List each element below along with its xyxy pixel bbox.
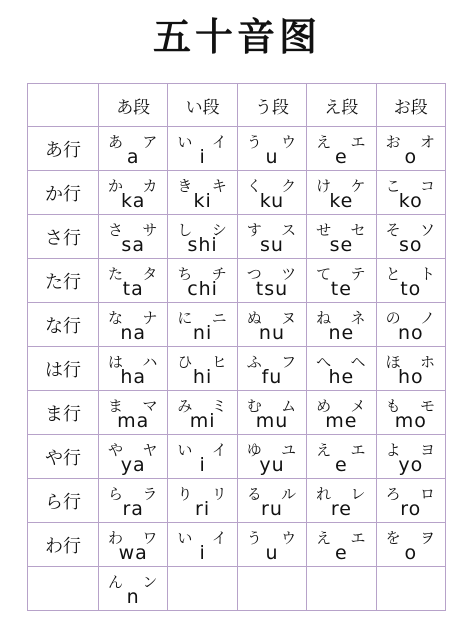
katakana: フ xyxy=(281,353,297,371)
hiragana: か xyxy=(108,177,124,195)
hiragana: に xyxy=(177,309,193,327)
kana-cell-content xyxy=(238,259,306,302)
kana-cell xyxy=(376,391,445,435)
romaji: o xyxy=(404,146,418,168)
katakana: ソ xyxy=(419,221,435,239)
kana-cell-content xyxy=(99,303,167,346)
kana-cell xyxy=(307,347,376,391)
kana-cell xyxy=(168,171,237,215)
kana-cell xyxy=(237,259,306,303)
katakana: ロ xyxy=(419,485,435,503)
katakana: ン xyxy=(142,573,158,591)
hiragana: つ xyxy=(246,265,262,283)
katakana: ヤ xyxy=(142,441,158,459)
katakana: ル xyxy=(281,485,297,503)
hiragana: せ xyxy=(316,221,332,239)
romaji: te xyxy=(330,278,352,300)
hiragana: し xyxy=(177,221,193,239)
katakana: エ xyxy=(350,529,366,547)
kana-row xyxy=(28,215,446,259)
kana-cell xyxy=(307,391,376,435)
kana-cell-content xyxy=(377,391,445,434)
romaji: he xyxy=(328,366,355,388)
romaji: wa xyxy=(118,542,148,564)
romaji: i xyxy=(199,146,206,168)
kana-cell-content xyxy=(168,567,236,610)
kana-row xyxy=(28,259,446,303)
katakana: ウ xyxy=(281,529,297,547)
hiragana: ゆ xyxy=(246,441,262,459)
kana-cell xyxy=(307,523,376,567)
katakana: イ xyxy=(211,133,227,151)
katakana: ケ xyxy=(350,177,366,195)
row-header: ら行 xyxy=(28,479,99,523)
kana-cell-content xyxy=(238,435,306,478)
katakana: ウ xyxy=(281,133,297,151)
romaji: i xyxy=(199,542,206,564)
page-title: 五十音图 xyxy=(152,15,321,59)
hiragana: く xyxy=(246,177,262,195)
hiragana: え xyxy=(316,133,332,151)
gojuon-table-body xyxy=(28,84,446,611)
row-header: ま行 xyxy=(28,391,99,435)
romaji: hi xyxy=(192,366,213,388)
katakana: ト xyxy=(419,265,435,283)
kana-cell xyxy=(168,215,237,259)
kana-cell xyxy=(376,215,445,259)
romaji: ro xyxy=(400,498,422,520)
hiragana: る xyxy=(246,485,262,503)
kana-cell xyxy=(237,567,306,611)
katakana: オ xyxy=(419,133,435,151)
hiragana: ろ xyxy=(385,485,401,503)
kana-row xyxy=(28,303,446,347)
kana-row xyxy=(28,567,446,611)
row-header: あ行 xyxy=(28,127,99,171)
romaji: ne xyxy=(328,322,355,344)
romaji: ka xyxy=(121,190,146,212)
romaji: n xyxy=(126,586,140,608)
hiragana: よ xyxy=(385,441,401,459)
hiragana: の xyxy=(385,309,401,327)
romaji: yo xyxy=(398,454,424,476)
romaji: ki xyxy=(193,190,212,212)
kana-cell xyxy=(376,567,445,611)
kana-cell-content xyxy=(99,567,167,610)
romaji: ni xyxy=(192,322,213,344)
hiragana: ら xyxy=(108,485,124,503)
kana-cell-content xyxy=(238,347,306,390)
katakana: ノ xyxy=(419,309,435,327)
hiragana: こ xyxy=(385,177,401,195)
hiragana: そ xyxy=(385,221,401,239)
kana-cell xyxy=(237,435,306,479)
hiragana: お xyxy=(385,133,401,151)
romaji: i xyxy=(199,454,206,476)
kana-cell-content xyxy=(377,347,445,390)
column-header-o: お段 xyxy=(376,84,445,127)
kana-cell xyxy=(99,391,168,435)
romaji: se xyxy=(329,234,354,256)
kana-cell xyxy=(99,567,168,611)
kana-cell xyxy=(376,127,445,171)
romaji: no xyxy=(397,322,424,344)
kana-cell xyxy=(99,435,168,479)
kana-cell xyxy=(237,215,306,259)
kana-cell xyxy=(307,215,376,259)
katakana: ワ xyxy=(142,529,158,547)
hiragana: め xyxy=(316,397,332,415)
romaji: me xyxy=(325,410,358,432)
hiragana: き xyxy=(177,177,193,195)
romaji: sa xyxy=(121,234,145,256)
romaji: o xyxy=(404,542,418,564)
kana-cell-content xyxy=(238,391,306,434)
romaji: to xyxy=(400,278,422,300)
hiragana: う xyxy=(246,529,262,547)
romaji: fu xyxy=(261,366,283,388)
kana-cell-content xyxy=(377,435,445,478)
kana-cell-content xyxy=(238,523,306,566)
kana-cell-content xyxy=(307,479,375,522)
kana-cell xyxy=(168,567,237,611)
hiragana: す xyxy=(246,221,262,239)
kana-cell xyxy=(376,479,445,523)
kana-cell xyxy=(237,523,306,567)
romaji: ma xyxy=(117,410,150,432)
kana-row xyxy=(28,127,446,171)
kana-cell xyxy=(168,435,237,479)
kana-cell-content xyxy=(307,303,375,346)
katakana: イ xyxy=(211,441,227,459)
hiragana: ふ xyxy=(246,353,262,371)
corner-cell xyxy=(28,84,99,127)
katakana: ナ xyxy=(142,309,158,327)
kana-cell xyxy=(307,127,376,171)
hiragana: て xyxy=(316,265,332,283)
kana-cell-content xyxy=(99,479,167,522)
hiragana: ま xyxy=(108,397,124,415)
katakana: ス xyxy=(281,221,297,239)
gojuon-table xyxy=(27,83,446,611)
kana-cell xyxy=(376,435,445,479)
kana-cell-content xyxy=(168,523,236,566)
kana-cell-content xyxy=(307,567,375,610)
kana-cell-content xyxy=(99,171,167,214)
kana-cell xyxy=(376,259,445,303)
romaji: u xyxy=(265,146,279,168)
column-header-e: え段 xyxy=(307,84,376,127)
hiragana: ほ xyxy=(385,353,401,371)
romaji: e xyxy=(335,542,348,564)
hiragana: う xyxy=(246,133,262,151)
kana-cell-content xyxy=(238,215,306,258)
katakana: マ xyxy=(142,397,158,415)
kana-cell-content xyxy=(377,479,445,522)
row-header: は行 xyxy=(28,347,99,391)
katakana: ヘ xyxy=(350,353,366,371)
romaji: ke xyxy=(329,190,354,212)
katakana: ヨ xyxy=(419,441,435,459)
hiragana: さ xyxy=(108,221,124,239)
romaji: a xyxy=(126,146,140,168)
hiragana: も xyxy=(385,397,401,415)
katakana: ハ xyxy=(142,353,158,371)
katakana: エ xyxy=(350,441,366,459)
column-header-a: あ段 xyxy=(99,84,168,127)
kana-cell-content xyxy=(307,523,375,566)
hiragana: え xyxy=(316,529,332,547)
katakana: ア xyxy=(142,133,158,151)
katakana: ユ xyxy=(281,441,297,459)
kana-cell-content xyxy=(377,567,445,610)
katakana: ヒ xyxy=(211,353,227,371)
kana-cell xyxy=(237,127,306,171)
katakana: ネ xyxy=(350,309,366,327)
kana-cell xyxy=(376,303,445,347)
romaji: ko xyxy=(398,190,423,212)
kana-cell xyxy=(237,303,306,347)
kana-cell-content xyxy=(168,215,236,258)
row-header: わ行 xyxy=(28,523,99,567)
kana-cell xyxy=(307,171,376,215)
kana-cell-content xyxy=(168,259,236,302)
kana-cell-content xyxy=(168,127,236,170)
kana-cell-content xyxy=(99,523,167,566)
romaji: ri xyxy=(195,498,211,520)
hiragana: ね xyxy=(316,309,332,327)
hiragana: ん xyxy=(108,573,124,591)
hiragana: ぬ xyxy=(246,309,262,327)
kana-cell-content xyxy=(307,391,375,434)
kana-cell xyxy=(168,259,237,303)
kana-cell-content xyxy=(377,215,445,258)
kana-cell-content xyxy=(238,127,306,170)
kana-cell-content xyxy=(238,303,306,346)
katakana: レ xyxy=(350,485,366,503)
kana-cell-content xyxy=(307,347,375,390)
hiragana: み xyxy=(177,397,193,415)
katakana: ニ xyxy=(211,309,227,327)
romaji: chi xyxy=(187,278,218,300)
romaji: e xyxy=(335,454,348,476)
kana-cell-content xyxy=(238,567,306,610)
kana-cell-content xyxy=(168,303,236,346)
kana-row xyxy=(28,171,446,215)
row-header: さ行 xyxy=(28,215,99,259)
kana-cell-content xyxy=(99,391,167,434)
kana-cell xyxy=(99,303,168,347)
romaji: su xyxy=(260,234,284,256)
katakana: ホ xyxy=(419,353,435,371)
kana-cell xyxy=(237,479,306,523)
katakana: ム xyxy=(281,397,297,415)
hiragana: ち xyxy=(177,265,193,283)
katakana: カ xyxy=(142,177,158,195)
romaji: ta xyxy=(122,278,144,300)
romaji: ya xyxy=(120,454,146,476)
romaji: ku xyxy=(259,190,285,212)
kana-cell xyxy=(99,259,168,303)
kana-cell-content xyxy=(99,215,167,258)
kana-cell xyxy=(307,479,376,523)
romaji: ha xyxy=(120,366,147,388)
kana-cell xyxy=(237,347,306,391)
kana-cell-content xyxy=(307,215,375,258)
hiragana: へ xyxy=(316,353,332,371)
kana-cell xyxy=(376,523,445,567)
hiragana: や xyxy=(108,441,124,459)
romaji: mi xyxy=(189,410,216,432)
kana-cell-content xyxy=(238,171,306,214)
kana-cell-content xyxy=(99,127,167,170)
kana-cell-content xyxy=(307,127,375,170)
kana-cell xyxy=(99,523,168,567)
kana-cell xyxy=(168,523,237,567)
kana-cell xyxy=(237,171,306,215)
kana-cell xyxy=(168,127,237,171)
kana-cell-content xyxy=(168,347,236,390)
katakana: ミ xyxy=(211,397,227,415)
kana-cell xyxy=(376,347,445,391)
romaji: tsu xyxy=(255,278,289,300)
katakana: ラ xyxy=(142,485,158,503)
kana-cell-content xyxy=(168,435,236,478)
romaji: mo xyxy=(394,410,427,432)
katakana: イ xyxy=(211,529,227,547)
kana-cell xyxy=(168,479,237,523)
hiragana: を xyxy=(385,529,401,547)
katakana: エ xyxy=(350,133,366,151)
kana-cell xyxy=(99,215,168,259)
column-header-row xyxy=(28,84,446,127)
kana-cell-content xyxy=(377,303,445,346)
kana-row xyxy=(28,435,446,479)
katakana: キ xyxy=(211,177,227,195)
kana-row xyxy=(28,523,446,567)
katakana: チ xyxy=(211,265,227,283)
kana-cell-content xyxy=(168,171,236,214)
hiragana: け xyxy=(316,177,332,195)
hiragana: む xyxy=(246,397,262,415)
romaji: so xyxy=(399,234,423,256)
hiragana: な xyxy=(108,309,124,327)
romaji: ru xyxy=(261,498,283,520)
katakana: ヌ xyxy=(281,309,297,327)
row-header xyxy=(28,567,99,611)
kana-cell xyxy=(168,303,237,347)
kana-cell xyxy=(99,347,168,391)
katakana: リ xyxy=(211,485,227,503)
romaji: ho xyxy=(397,366,424,388)
romaji: na xyxy=(120,322,147,344)
katakana: ク xyxy=(281,177,297,195)
romaji: re xyxy=(330,498,352,520)
hiragana: り xyxy=(177,485,193,503)
hiragana: は xyxy=(108,353,124,371)
hiragana: い xyxy=(177,441,193,459)
kana-cell-content xyxy=(307,259,375,302)
romaji: yu xyxy=(259,454,285,476)
kana-cell-content xyxy=(99,259,167,302)
katakana: モ xyxy=(419,397,435,415)
kana-cell xyxy=(376,171,445,215)
katakana: ヲ xyxy=(419,529,435,547)
hiragana: い xyxy=(177,529,193,547)
row-header: や行 xyxy=(28,435,99,479)
hiragana: ひ xyxy=(177,353,193,371)
kana-cell-content xyxy=(168,479,236,522)
kana-cell xyxy=(307,567,376,611)
kana-cell xyxy=(237,391,306,435)
kana-row xyxy=(28,391,446,435)
hiragana: た xyxy=(108,265,124,283)
kana-cell-content xyxy=(377,259,445,302)
katakana: テ xyxy=(350,265,366,283)
kana-cell-content xyxy=(307,435,375,478)
hiragana: れ xyxy=(316,485,332,503)
katakana: コ xyxy=(419,177,435,195)
romaji: e xyxy=(335,146,348,168)
kana-cell xyxy=(99,479,168,523)
hiragana: あ xyxy=(108,133,124,151)
kana-cell xyxy=(99,127,168,171)
kana-cell-content xyxy=(99,435,167,478)
kana-cell xyxy=(99,171,168,215)
kana-cell-content xyxy=(377,127,445,170)
kana-cell-content xyxy=(377,523,445,566)
katakana: ツ xyxy=(281,265,297,283)
kana-cell xyxy=(307,303,376,347)
kana-cell-content xyxy=(168,391,236,434)
katakana: セ xyxy=(350,221,366,239)
katakana: シ xyxy=(211,221,227,239)
column-header-i: い段 xyxy=(168,84,237,127)
katakana: メ xyxy=(350,397,366,415)
romaji: mu xyxy=(255,410,289,432)
kana-row xyxy=(28,479,446,523)
romaji: u xyxy=(265,542,279,564)
kana-cell-content xyxy=(238,479,306,522)
kana-cell-content xyxy=(377,171,445,214)
kana-cell xyxy=(307,259,376,303)
romaji: shi xyxy=(187,234,218,256)
katakana: サ xyxy=(142,221,158,239)
hiragana: え xyxy=(316,441,332,459)
kana-cell xyxy=(168,347,237,391)
kana-cell-content xyxy=(99,347,167,390)
romaji: ra xyxy=(122,498,144,520)
row-header: た行 xyxy=(28,259,99,303)
hiragana: と xyxy=(385,265,401,283)
kana-cell-content xyxy=(307,171,375,214)
kana-cell xyxy=(168,391,237,435)
hiragana: わ xyxy=(108,529,124,547)
column-header-u: う段 xyxy=(237,84,306,127)
romaji: nu xyxy=(258,322,286,344)
katakana: タ xyxy=(142,265,158,283)
row-header: な行 xyxy=(28,303,99,347)
row-header: か行 xyxy=(28,171,99,215)
hiragana: い xyxy=(177,133,193,151)
kana-cell xyxy=(307,435,376,479)
kana-row xyxy=(28,347,446,391)
